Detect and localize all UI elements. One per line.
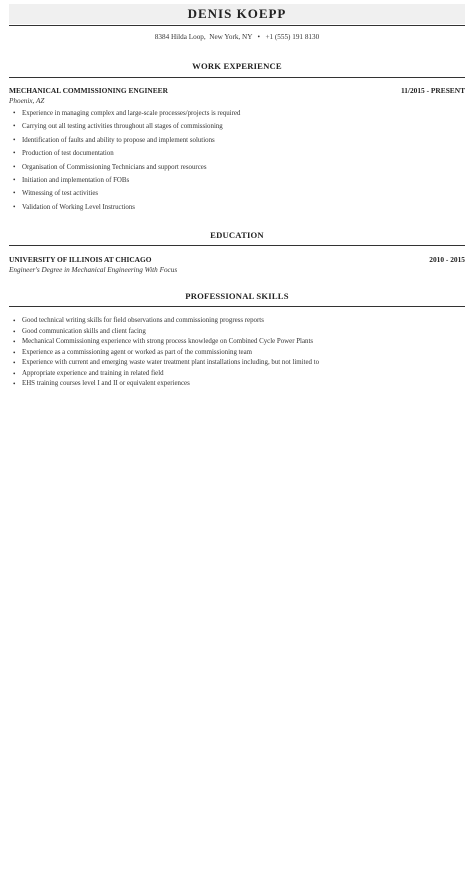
job-dates: 11/2015 - PRESENT — [400, 86, 465, 95]
header-divider — [9, 25, 465, 26]
list-item: • Experience with current and emerging waste water treatment plant installations including, but not limited to — [9, 358, 459, 369]
skills-divider — [9, 306, 465, 307]
list-item: • EHS training courses level I and II or equivalent experiences — [9, 379, 459, 390]
job-title: MECHANICAL COMMISSIONING ENGINEER — [9, 86, 168, 95]
school-name: UNIVERSITY OF ILLINOIS AT CHICAGO — [9, 255, 152, 264]
list-item: • Experience in managing complex and large-scale processes/projects is required — [9, 107, 459, 120]
list-item: • Good technical writing skills for field observations and commissioning progress reports — [9, 316, 459, 327]
list-item: • Carrying out all testing activities throughout all stages of commissioning — [9, 120, 459, 133]
job-bullet-list — [9, 107, 459, 214]
list-item: • Validation of Working Level Instructions — [9, 201, 459, 214]
list-item: • Good communication skills and client facing — [9, 327, 459, 338]
job-header — [9, 86, 465, 95]
education-dates: 2010 - 2015 — [429, 255, 465, 264]
list-item: • Organisation of Commissioning Technicians and support resources — [9, 161, 459, 174]
skills-heading: PROFESSIONAL SKILLS — [185, 291, 289, 301]
list-item: • Experience as a commissioning agent or worked as part of the commissioning team — [9, 348, 459, 359]
degree: Engineer's Degree in Mechanical Engineering With Focus — [9, 266, 178, 274]
education-header — [9, 255, 465, 264]
list-item: • Witnessing of test activities — [9, 187, 459, 200]
list-item: • Initiation and implementation of FOBs — [9, 174, 459, 187]
candidate-name: DENIS KOEPP — [9, 4, 465, 24]
list-item: • Appropriate experience and training in related field — [9, 369, 459, 380]
list-item: • Identification of faults and ability to propose and implement solutions — [9, 134, 459, 147]
education-divider — [9, 245, 465, 246]
job-location: Phoenix, AZ — [9, 97, 45, 105]
contact-line: 8384 Hilda Loop, New York, NY • +1 (555) 191 8130 — [154, 33, 320, 41]
work-experience-heading: WORK EXPERIENCE — [192, 61, 282, 71]
list-item: • Mechanical Commissioning experience with strong process knowledge on Combined Cycle Power Plants — [9, 337, 459, 348]
list-item: • Production of test documentation — [9, 147, 459, 160]
education-heading: EDUCATION — [210, 230, 264, 240]
work-experience-divider — [9, 77, 465, 78]
skills-bullet-list — [9, 316, 459, 390]
